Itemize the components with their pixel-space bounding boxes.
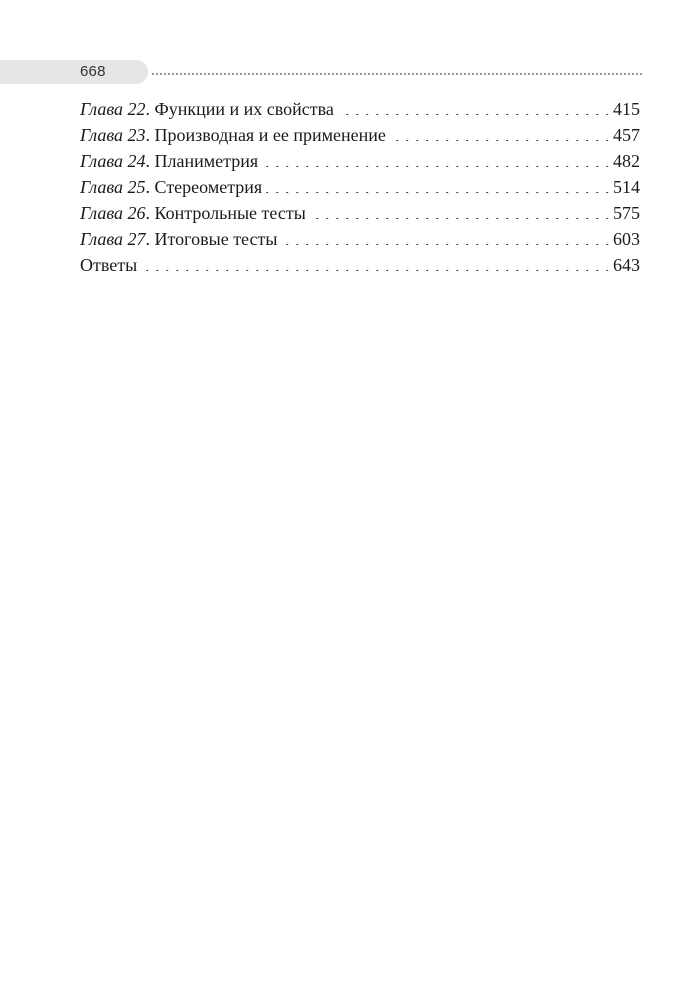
- page-number-tab: [0, 60, 148, 84]
- toc-chapter-title: . Функции и их свойства: [145, 99, 334, 119]
- toc-page-number: 603: [613, 229, 640, 249]
- table-of-contents: [80, 96, 640, 278]
- toc-page-number: 643: [613, 255, 640, 275]
- toc-chapter-prefix: Глава 27: [80, 229, 146, 249]
- toc-page-number: 482: [613, 151, 640, 171]
- toc-dot-leader: [262, 149, 610, 167]
- toc-entry-answers[interactable]: [80, 252, 640, 278]
- running-header: [0, 60, 650, 84]
- toc-dot-leader: [338, 97, 610, 115]
- toc-chapter-title: . Производная и ее применение: [145, 125, 386, 145]
- toc-dot-leader: [310, 201, 610, 219]
- toc-dot-leader: [390, 123, 610, 141]
- toc-chapter-prefix: Глава 25: [80, 177, 146, 197]
- toc-chapter-prefix: Глава 23: [80, 125, 146, 145]
- toc-page-number: 575: [613, 203, 640, 223]
- toc-entry-chapter-24[interactable]: [80, 148, 640, 174]
- toc-page-number: 457: [613, 125, 640, 145]
- toc-dot-leader: [266, 175, 610, 193]
- toc-page-number: 514: [613, 177, 640, 197]
- toc-chapter-title: . Контрольные тесты: [145, 203, 306, 223]
- toc-chapter-prefix: Глава 22: [80, 99, 146, 119]
- toc-dot-leader: [141, 253, 610, 271]
- toc-dot-leader: [281, 227, 610, 245]
- toc-entry-chapter-22[interactable]: [80, 96, 640, 122]
- toc-entry-chapter-25[interactable]: [80, 174, 640, 200]
- toc-entry-chapter-26[interactable]: [80, 200, 640, 226]
- toc-entry-chapter-23[interactable]: [80, 122, 640, 148]
- toc-chapter-title: . Планиметрия: [145, 151, 259, 171]
- toc-chapter-title: Ответы: [80, 255, 138, 275]
- toc-page-number: 415: [613, 99, 640, 119]
- toc-chapter-prefix: Глава 24: [80, 151, 146, 171]
- toc-entry-chapter-27[interactable]: [80, 226, 640, 252]
- toc-chapter-title: . Итоговые тесты: [145, 229, 278, 249]
- toc-chapter-prefix: Глава 26: [80, 203, 146, 223]
- page-number: 668: [80, 63, 106, 80]
- header-dotted-rule: [152, 73, 642, 75]
- toc-chapter-title: . Стереометрия: [145, 177, 263, 197]
